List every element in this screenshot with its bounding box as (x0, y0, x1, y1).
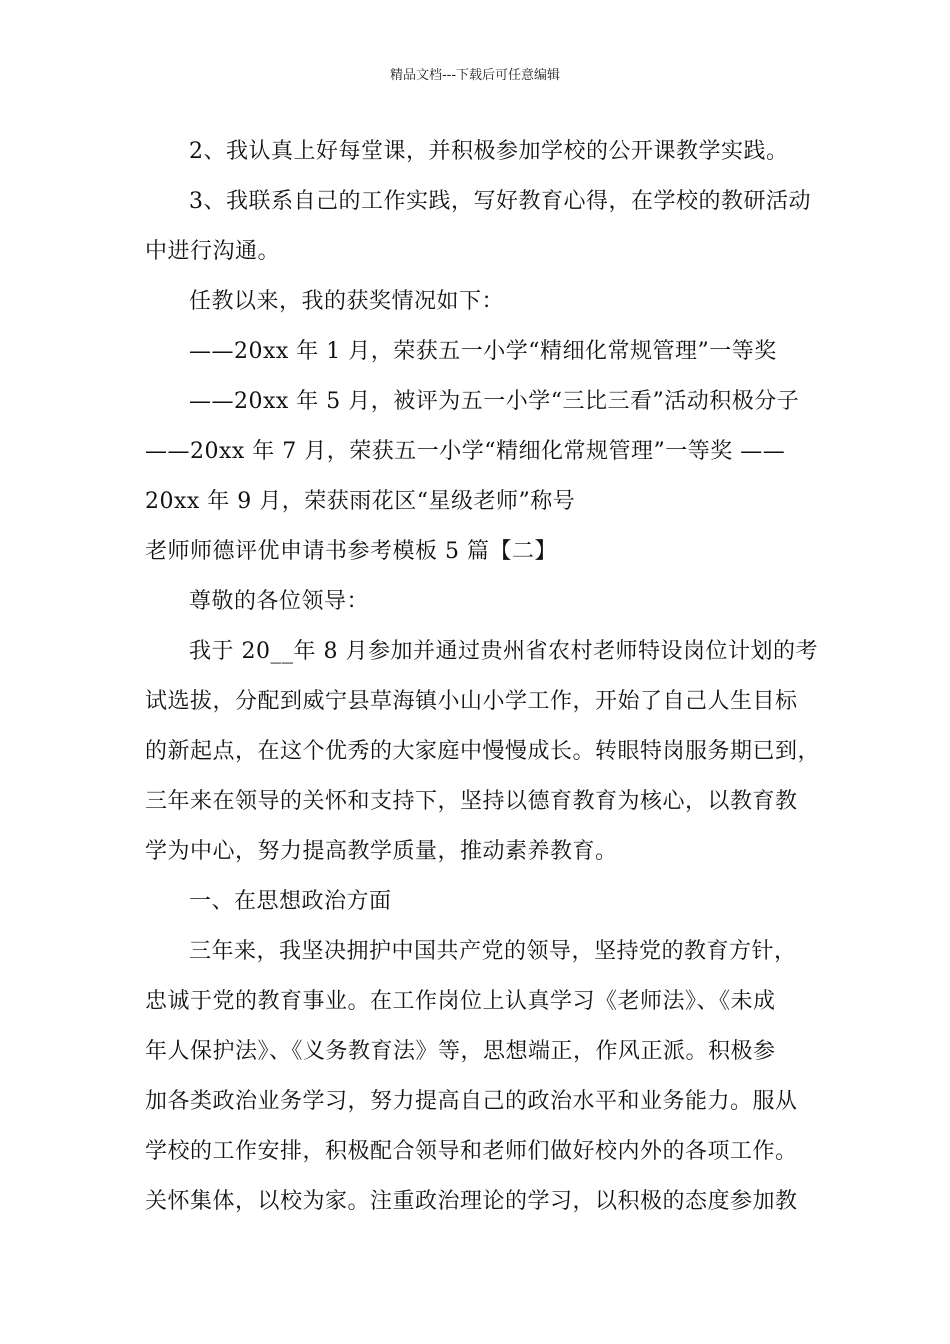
text-line: 三年来在领导的关怀和支持下，坚持以德育教育为核心，以教育教 (145, 789, 798, 814)
text-line: 的新起点，在这个优秀的大家庭中慢慢成长。转眼特岗服务期已到， (145, 739, 821, 764)
text-line: 关怀集体，以校为家。注重政治理论的学习，以积极的态度参加教 (145, 1189, 798, 1214)
text-line: ——20xx 年 7 月，荣获五一小学“精细化常规管理”一等奖 —— (145, 439, 786, 464)
text-line: 任教以来，我的获奖情况如下： (189, 289, 505, 314)
text-line: 加各类政治业务学习，努力提高自己的政治水平和业务能力。服从 (145, 1089, 798, 1114)
section-title: 老师师德评优申请书参考模板 5 篇【二】 (145, 539, 557, 564)
text-line: 年人保护法》、《义务教育法》等，思想端正，作风正派。积极参 (145, 1039, 776, 1064)
text-line: 2、我认真上好每堂课，并积极参加学校的公开课教学实践。 (189, 139, 789, 164)
text-line: 学校的工作安排，积极配合领导和老师们做好校内外的各项工作。 (145, 1139, 798, 1164)
text-line: 三年来，我坚决拥护中国共产党的领导，坚持党的教育方针， (189, 939, 797, 964)
text-line: 试选拔，分配到威宁县草海镇小山小学工作，开始了自己人生目标 (145, 689, 798, 714)
text-line: 一、在思想政治方面 (189, 889, 392, 914)
text-line: 尊敬的各位领导： (189, 589, 370, 614)
text-line: ——20xx 年 1 月，荣获五一小学“精细化常规管理”一等奖 (189, 339, 777, 364)
text-line: 忠诚于党的教育事业。在工作岗位上认真学习《老师法》、《未成 (145, 989, 776, 1014)
text-line: ——20xx 年 5 月，被评为五一小学“三比三看”活动积极分子 (189, 389, 800, 414)
text-line: 20xx 年 9 月，荣获雨花区“星级老师”称号 (145, 489, 576, 514)
page-header: 精品文档---下载后可任意编辑 (389, 68, 561, 83)
text-line: 中进行沟通。 (145, 239, 281, 264)
text-line: 我于 20__年 8 月参加并通过贵州省农村老师特设岗位计划的考 (189, 639, 818, 664)
text-line: 3、我联系自己的工作实践，写好教育心得，在学校的教研活动 (189, 189, 811, 214)
text-line: 学为中心，努力提高教学质量，推动素养教育。 (145, 839, 618, 864)
